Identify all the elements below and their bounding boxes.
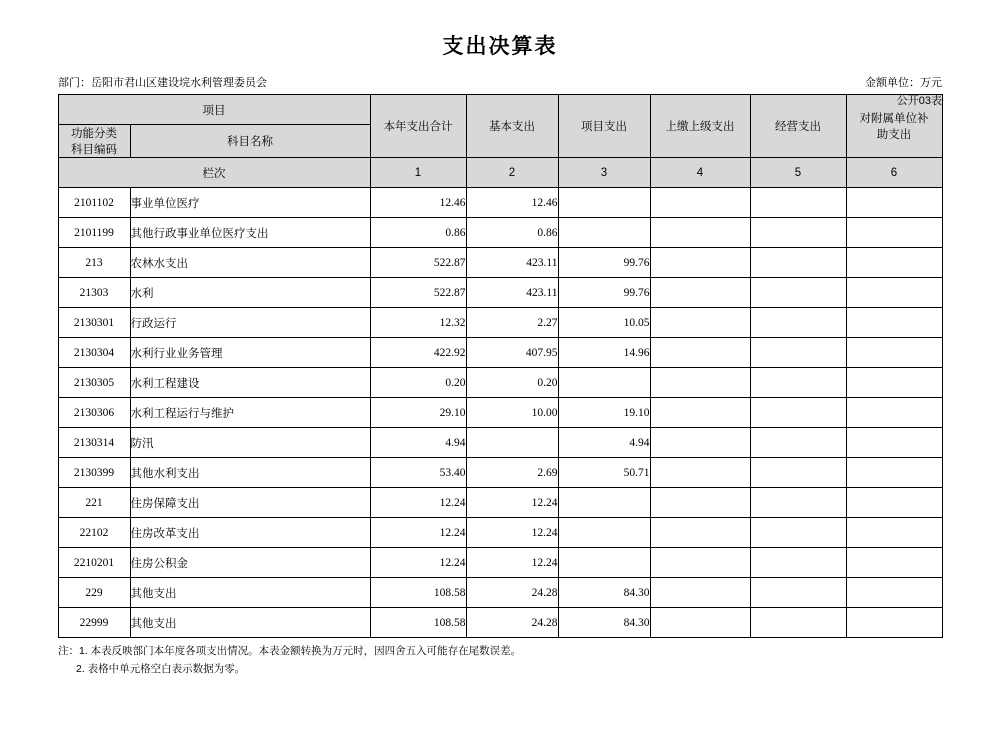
cell-project: 19.10 — [558, 398, 650, 428]
cell-total: 12.24 — [370, 518, 466, 548]
public-table-number: 公开03表 — [896, 95, 942, 107]
cell-code: 2130305 — [58, 368, 130, 398]
cell-name: 水利行业业务管理 — [130, 338, 370, 368]
cell-subsidy — [846, 218, 942, 248]
cell-project — [558, 218, 650, 248]
cell-subsidy — [846, 308, 942, 338]
note-line-2: 2. 表格中单元格空白表示数据为零。 — [76, 662, 246, 675]
note-line-1: 注：1. 本表反映部门本年度各项支出情况。本表金额转换为万元时，因四舍五入可能存在尾数误差。 — [58, 645, 522, 657]
cell-operating — [750, 338, 846, 368]
cell-name: 水利工程建设 — [130, 368, 370, 398]
cell-basic: 24.28 — [466, 578, 558, 608]
meta-row — [58, 74, 942, 92]
cell-upper — [650, 608, 750, 638]
header-col-operating: 经营支出 — [750, 95, 846, 158]
cell-code: 221 — [58, 488, 130, 518]
cell-project: 50.71 — [558, 458, 650, 488]
header-col-code — [58, 125, 130, 158]
document-page — [0, 30, 1000, 736]
cell-total: 29.10 — [370, 398, 466, 428]
cell-upper — [650, 248, 750, 278]
cell-name: 事业单位医疗 — [130, 188, 370, 218]
cell-basic: 12.24 — [466, 518, 558, 548]
cell-code: 2101102 — [58, 188, 130, 218]
cell-upper — [650, 428, 750, 458]
cell-operating — [750, 458, 846, 488]
cell-operating — [750, 428, 846, 458]
cell-upper — [650, 368, 750, 398]
department-line: 部门：岳阳市君山区建设垸水利管理委员会 — [58, 77, 267, 89]
table-row — [58, 368, 942, 398]
cell-operating — [750, 578, 846, 608]
cell-operating — [750, 308, 846, 338]
cell-total: 522.87 — [370, 248, 466, 278]
cell-total: 12.24 — [370, 548, 466, 578]
cell-name: 住房改革支出 — [130, 518, 370, 548]
cell-subsidy — [846, 548, 942, 578]
cell-total: 12.24 — [370, 488, 466, 518]
cell-operating — [750, 248, 846, 278]
col-number-1: 1 — [370, 158, 466, 188]
cell-basic: 0.20 — [466, 368, 558, 398]
cell-basic: 12.46 — [466, 188, 558, 218]
header-col-project: 项目支出 — [558, 95, 650, 158]
cell-project: 14.96 — [558, 338, 650, 368]
col-number-4: 4 — [650, 158, 750, 188]
header-col-code-line2: 科目编码 — [71, 144, 117, 156]
cell-total: 108.58 — [370, 608, 466, 638]
cell-code: 22102 — [58, 518, 130, 548]
cell-upper — [650, 488, 750, 518]
col-number-6: 6 — [846, 158, 942, 188]
cell-operating — [750, 488, 846, 518]
cell-basic: 12.24 — [466, 548, 558, 578]
table-row — [58, 428, 942, 458]
cell-basic: 10.00 — [466, 398, 558, 428]
table-notes — [58, 643, 942, 679]
cell-upper — [650, 518, 750, 548]
cell-operating — [750, 368, 846, 398]
table-body — [58, 188, 942, 638]
cell-subsidy — [846, 338, 942, 368]
table-row — [58, 488, 942, 518]
cell-code: 2130399 — [58, 458, 130, 488]
cell-subsidy — [846, 398, 942, 428]
cell-project: 99.76 — [558, 248, 650, 278]
cell-project: 4.94 — [558, 428, 650, 458]
table-row — [58, 278, 942, 308]
cell-subsidy — [846, 608, 942, 638]
header-row-numbers — [58, 158, 942, 188]
cell-upper — [650, 458, 750, 488]
cell-code: 2130306 — [58, 398, 130, 428]
cell-total: 522.87 — [370, 278, 466, 308]
table-row — [58, 608, 942, 638]
cell-upper — [650, 188, 750, 218]
cell-operating — [750, 218, 846, 248]
cell-basic: 12.24 — [466, 488, 558, 518]
cell-basic: 0.86 — [466, 218, 558, 248]
cell-subsidy — [846, 278, 942, 308]
cell-project: 84.30 — [558, 608, 650, 638]
cell-project — [558, 548, 650, 578]
cell-total: 0.86 — [370, 218, 466, 248]
cell-subsidy — [846, 248, 942, 278]
cell-project — [558, 368, 650, 398]
cell-code: 213 — [58, 248, 130, 278]
cell-operating — [750, 188, 846, 218]
cell-code: 21303 — [58, 278, 130, 308]
header-col-subsidy-line2: 助支出 — [876, 129, 912, 141]
cell-name: 其他支出 — [130, 608, 370, 638]
table-header — [58, 95, 942, 188]
header-item-group: 项目 — [58, 95, 370, 125]
cell-subsidy — [846, 488, 942, 518]
cell-operating — [750, 608, 846, 638]
cell-code: 2130304 — [58, 338, 130, 368]
cell-operating — [750, 548, 846, 578]
cell-code: 2210201 — [58, 548, 130, 578]
cell-basic: 2.69 — [466, 458, 558, 488]
cell-upper — [650, 398, 750, 428]
cell-total: 108.58 — [370, 578, 466, 608]
cell-project: 10.05 — [558, 308, 650, 338]
cell-total: 53.40 — [370, 458, 466, 488]
cell-basic: 2.27 — [466, 308, 558, 338]
cell-code: 22999 — [58, 608, 130, 638]
cell-basic: 423.11 — [466, 278, 558, 308]
cell-upper — [650, 278, 750, 308]
cell-total: 422.92 — [370, 338, 466, 368]
col-number-5: 5 — [750, 158, 846, 188]
table-row — [58, 548, 942, 578]
cell-subsidy — [846, 458, 942, 488]
cell-subsidy — [846, 428, 942, 458]
cell-basic: 423.11 — [466, 248, 558, 278]
cell-basic: 24.28 — [466, 608, 558, 638]
cell-code: 2130314 — [58, 428, 130, 458]
cell-upper — [650, 308, 750, 338]
cell-operating — [750, 398, 846, 428]
col-number-3: 3 — [558, 158, 650, 188]
amount-unit-line: 金额单位：万元 — [865, 77, 942, 89]
cell-name: 其他水利支出 — [130, 458, 370, 488]
table-row — [58, 518, 942, 548]
header-col-code-line1: 功能分类 — [71, 128, 117, 140]
cell-name: 防汛 — [130, 428, 370, 458]
cell-total: 12.32 — [370, 308, 466, 338]
cell-project — [558, 518, 650, 548]
row-label-cell: 栏次 — [58, 158, 370, 188]
col-number-2: 2 — [466, 158, 558, 188]
table-row — [58, 578, 942, 608]
cell-subsidy — [846, 188, 942, 218]
cell-project: 99.76 — [558, 278, 650, 308]
header-col-basic: 基本支出 — [466, 95, 558, 158]
table-row — [58, 398, 942, 428]
cell-basic — [466, 428, 558, 458]
cell-upper — [650, 548, 750, 578]
cell-operating — [750, 278, 846, 308]
cell-code: 229 — [58, 578, 130, 608]
cell-name: 其他支出 — [130, 578, 370, 608]
page-title: 支出决算表 — [442, 34, 558, 58]
cell-subsidy — [846, 518, 942, 548]
cell-project: 84.30 — [558, 578, 650, 608]
table-row — [58, 308, 942, 338]
expenditure-table — [58, 94, 943, 638]
cell-total: 0.20 — [370, 368, 466, 398]
table-row — [58, 248, 942, 278]
table-row — [58, 338, 942, 368]
cell-name: 水利工程运行与维护 — [130, 398, 370, 428]
cell-name: 住房公积金 — [130, 548, 370, 578]
header-col-name: 科目名称 — [130, 125, 370, 158]
cell-name: 水利 — [130, 278, 370, 308]
header-col-upper: 上缴上级支出 — [650, 95, 750, 158]
cell-subsidy — [846, 368, 942, 398]
cell-subsidy — [846, 578, 942, 608]
table-row — [58, 458, 942, 488]
cell-project — [558, 488, 650, 518]
table-row — [58, 188, 942, 218]
cell-code: 2130301 — [58, 308, 130, 338]
cell-operating — [750, 518, 846, 548]
cell-name: 其他行政事业单位医疗支出 — [130, 218, 370, 248]
header-col-subsidy-line1: 对附属单位补 — [859, 113, 929, 125]
table-row — [58, 218, 942, 248]
cell-basic: 407.95 — [466, 338, 558, 368]
cell-upper — [650, 218, 750, 248]
cell-name: 农林水支出 — [130, 248, 370, 278]
header-col-total: 本年支出合计 — [370, 95, 466, 158]
cell-upper — [650, 338, 750, 368]
cell-code: 2101199 — [58, 218, 130, 248]
cell-total: 4.94 — [370, 428, 466, 458]
cell-name: 住房保障支出 — [130, 488, 370, 518]
cell-project — [558, 188, 650, 218]
cell-total: 12.46 — [370, 188, 466, 218]
cell-name: 行政运行 — [130, 308, 370, 338]
cell-upper — [650, 578, 750, 608]
header-row-item-group — [58, 95, 942, 125]
